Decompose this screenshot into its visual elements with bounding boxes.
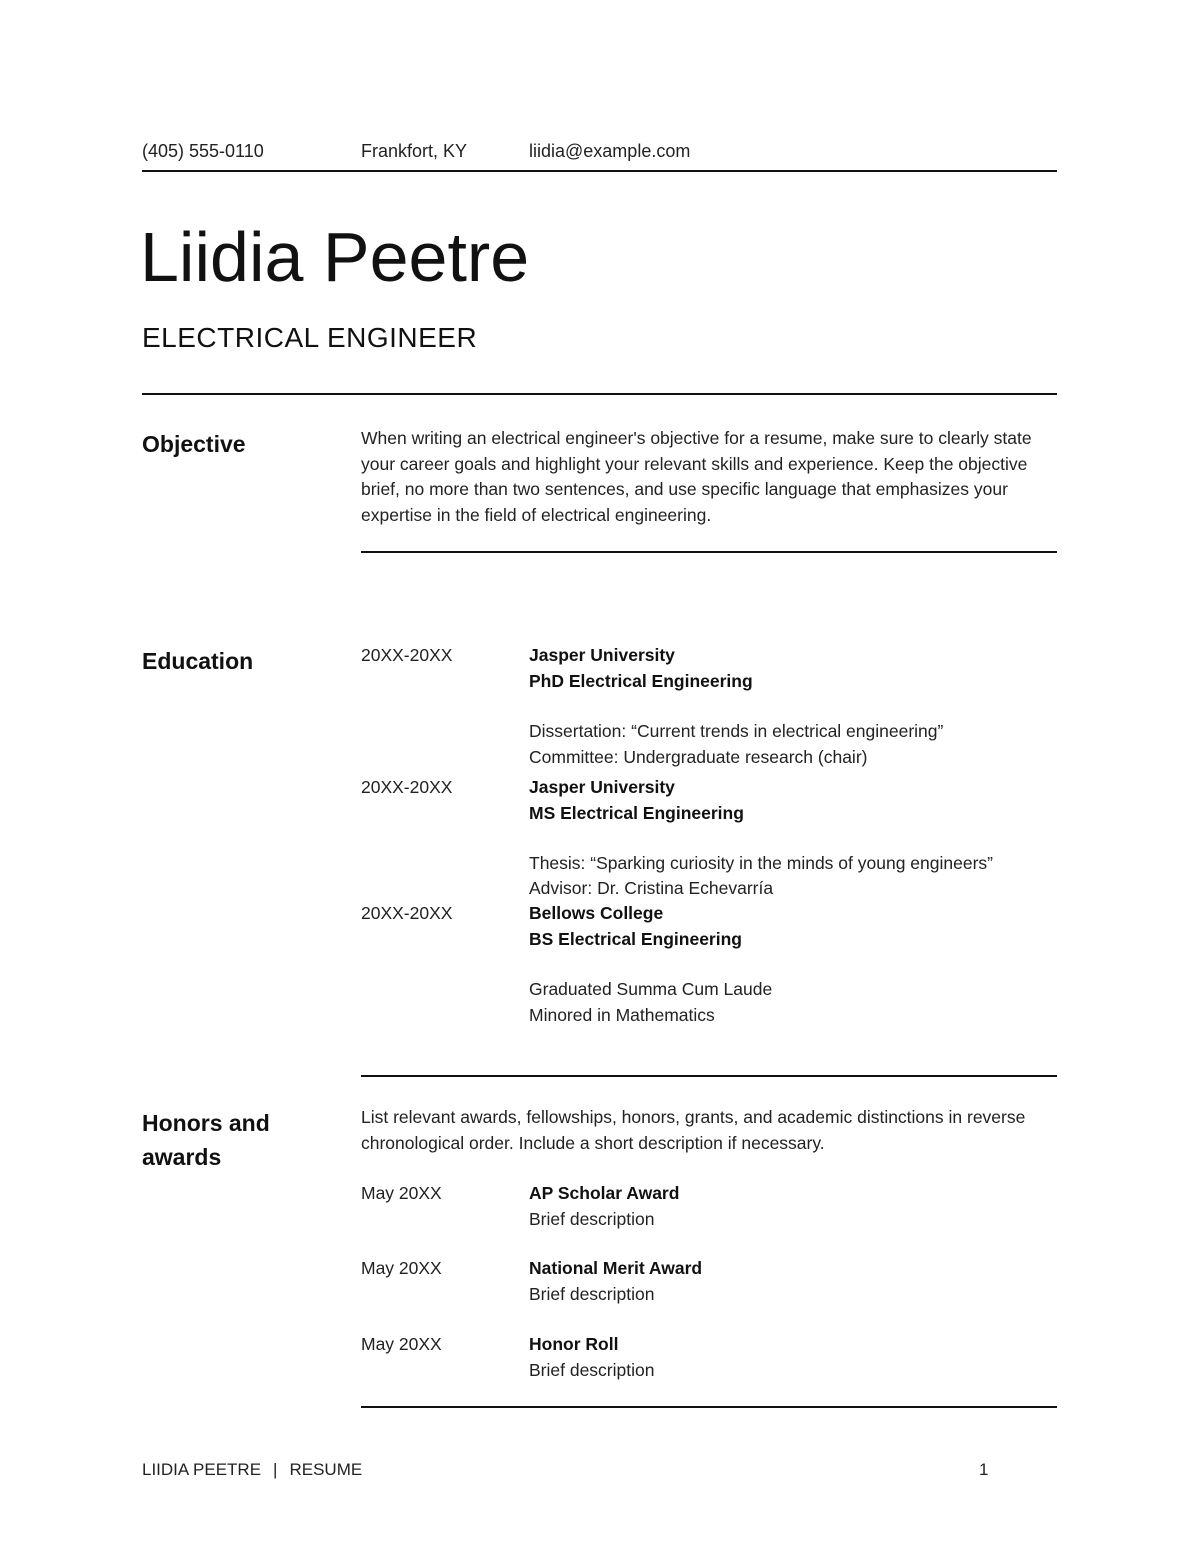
- contact-email: liidia@example.com: [529, 141, 691, 161]
- title-divider: [142, 393, 1057, 395]
- footer-separator: |: [273, 1460, 278, 1479]
- education-note: Committee: Undergraduate research (chair): [529, 746, 868, 767]
- honors-intro: List relevant awards, fellowships, honors, grants, and academic distinctions in reverse chronological order. Include a short description if necessary.: [361, 1107, 1026, 1153]
- education-degree: PhD Electrical Engineering: [529, 670, 753, 691]
- award-title: National Merit Award: [529, 1258, 703, 1278]
- award-date: May 20XX: [361, 1258, 442, 1278]
- objective-heading: Objective: [142, 431, 246, 457]
- education-dates: 20XX-20XX: [361, 903, 453, 923]
- education-heading: Education: [142, 648, 254, 674]
- objective-divider: [361, 551, 1057, 553]
- education-dates: 20XX-20XX: [361, 645, 453, 665]
- footer-name: LIIDIA PEETRE: [142, 1460, 262, 1479]
- award-detail: [529, 1332, 1069, 1383]
- award-description: Brief description: [529, 1359, 655, 1380]
- page-number: 1: [979, 1460, 989, 1479]
- education-detail: [529, 643, 1069, 770]
- candidate-title: ELECTRICAL ENGINEER: [142, 322, 478, 353]
- award-detail: [529, 1256, 1069, 1307]
- award-detail: [529, 1181, 1069, 1232]
- footer-label: RESUME: [289, 1460, 363, 1479]
- candidate-name: Liidia Peetre: [140, 218, 530, 296]
- award-date: May 20XX: [361, 1334, 442, 1354]
- page-footer: [142, 1460, 362, 1480]
- award-description: Brief description: [529, 1283, 655, 1304]
- education-note: Minored in Mathematics: [529, 1004, 715, 1025]
- header-divider: [142, 170, 1057, 172]
- honors-heading: [142, 1106, 332, 1174]
- contact-location: Frankfort, KY: [361, 141, 468, 161]
- education-school: Bellows College: [529, 903, 664, 923]
- education-note: Advisor: Dr. Cristina Echevarría: [529, 877, 774, 898]
- education-note: Graduated Summa Cum Laude: [529, 979, 773, 999]
- honors-heading-line: Honors and: [142, 1110, 270, 1136]
- education-divider: [361, 1075, 1057, 1077]
- award-description: Brief description: [529, 1208, 655, 1229]
- education-dates: 20XX-20XX: [361, 777, 453, 797]
- award-date: May 20XX: [361, 1183, 442, 1203]
- education-degree: BS Electrical Engineering: [529, 928, 742, 949]
- award-title: AP Scholar Award: [529, 1183, 680, 1203]
- education-detail: [529, 901, 1069, 1028]
- education-note: Dissertation: “Current trends in electrical engineering”: [529, 721, 944, 741]
- education-detail: [529, 775, 1069, 901]
- education-school: Jasper University: [529, 645, 675, 665]
- education-note: Thesis: “Sparking curiosity in the minds of young engineers”: [529, 853, 993, 873]
- education-school: Jasper University: [529, 777, 675, 797]
- objective-text: When writing an electrical engineer's objective for a resume, make sure to clearly state your career goals and highlight your relevant skills and experience. Keep the objective brief, no more than two sentences, and use specific language that emphasizes your expertise in the field of electrical engineering.: [361, 428, 1032, 525]
- honors-heading-line: awards: [142, 1144, 222, 1170]
- honors-divider: [361, 1406, 1057, 1408]
- education-degree: MS Electrical Engineering: [529, 802, 744, 823]
- award-title: Honor Roll: [529, 1334, 619, 1354]
- contact-phone: (405) 555-0110: [142, 141, 264, 161]
